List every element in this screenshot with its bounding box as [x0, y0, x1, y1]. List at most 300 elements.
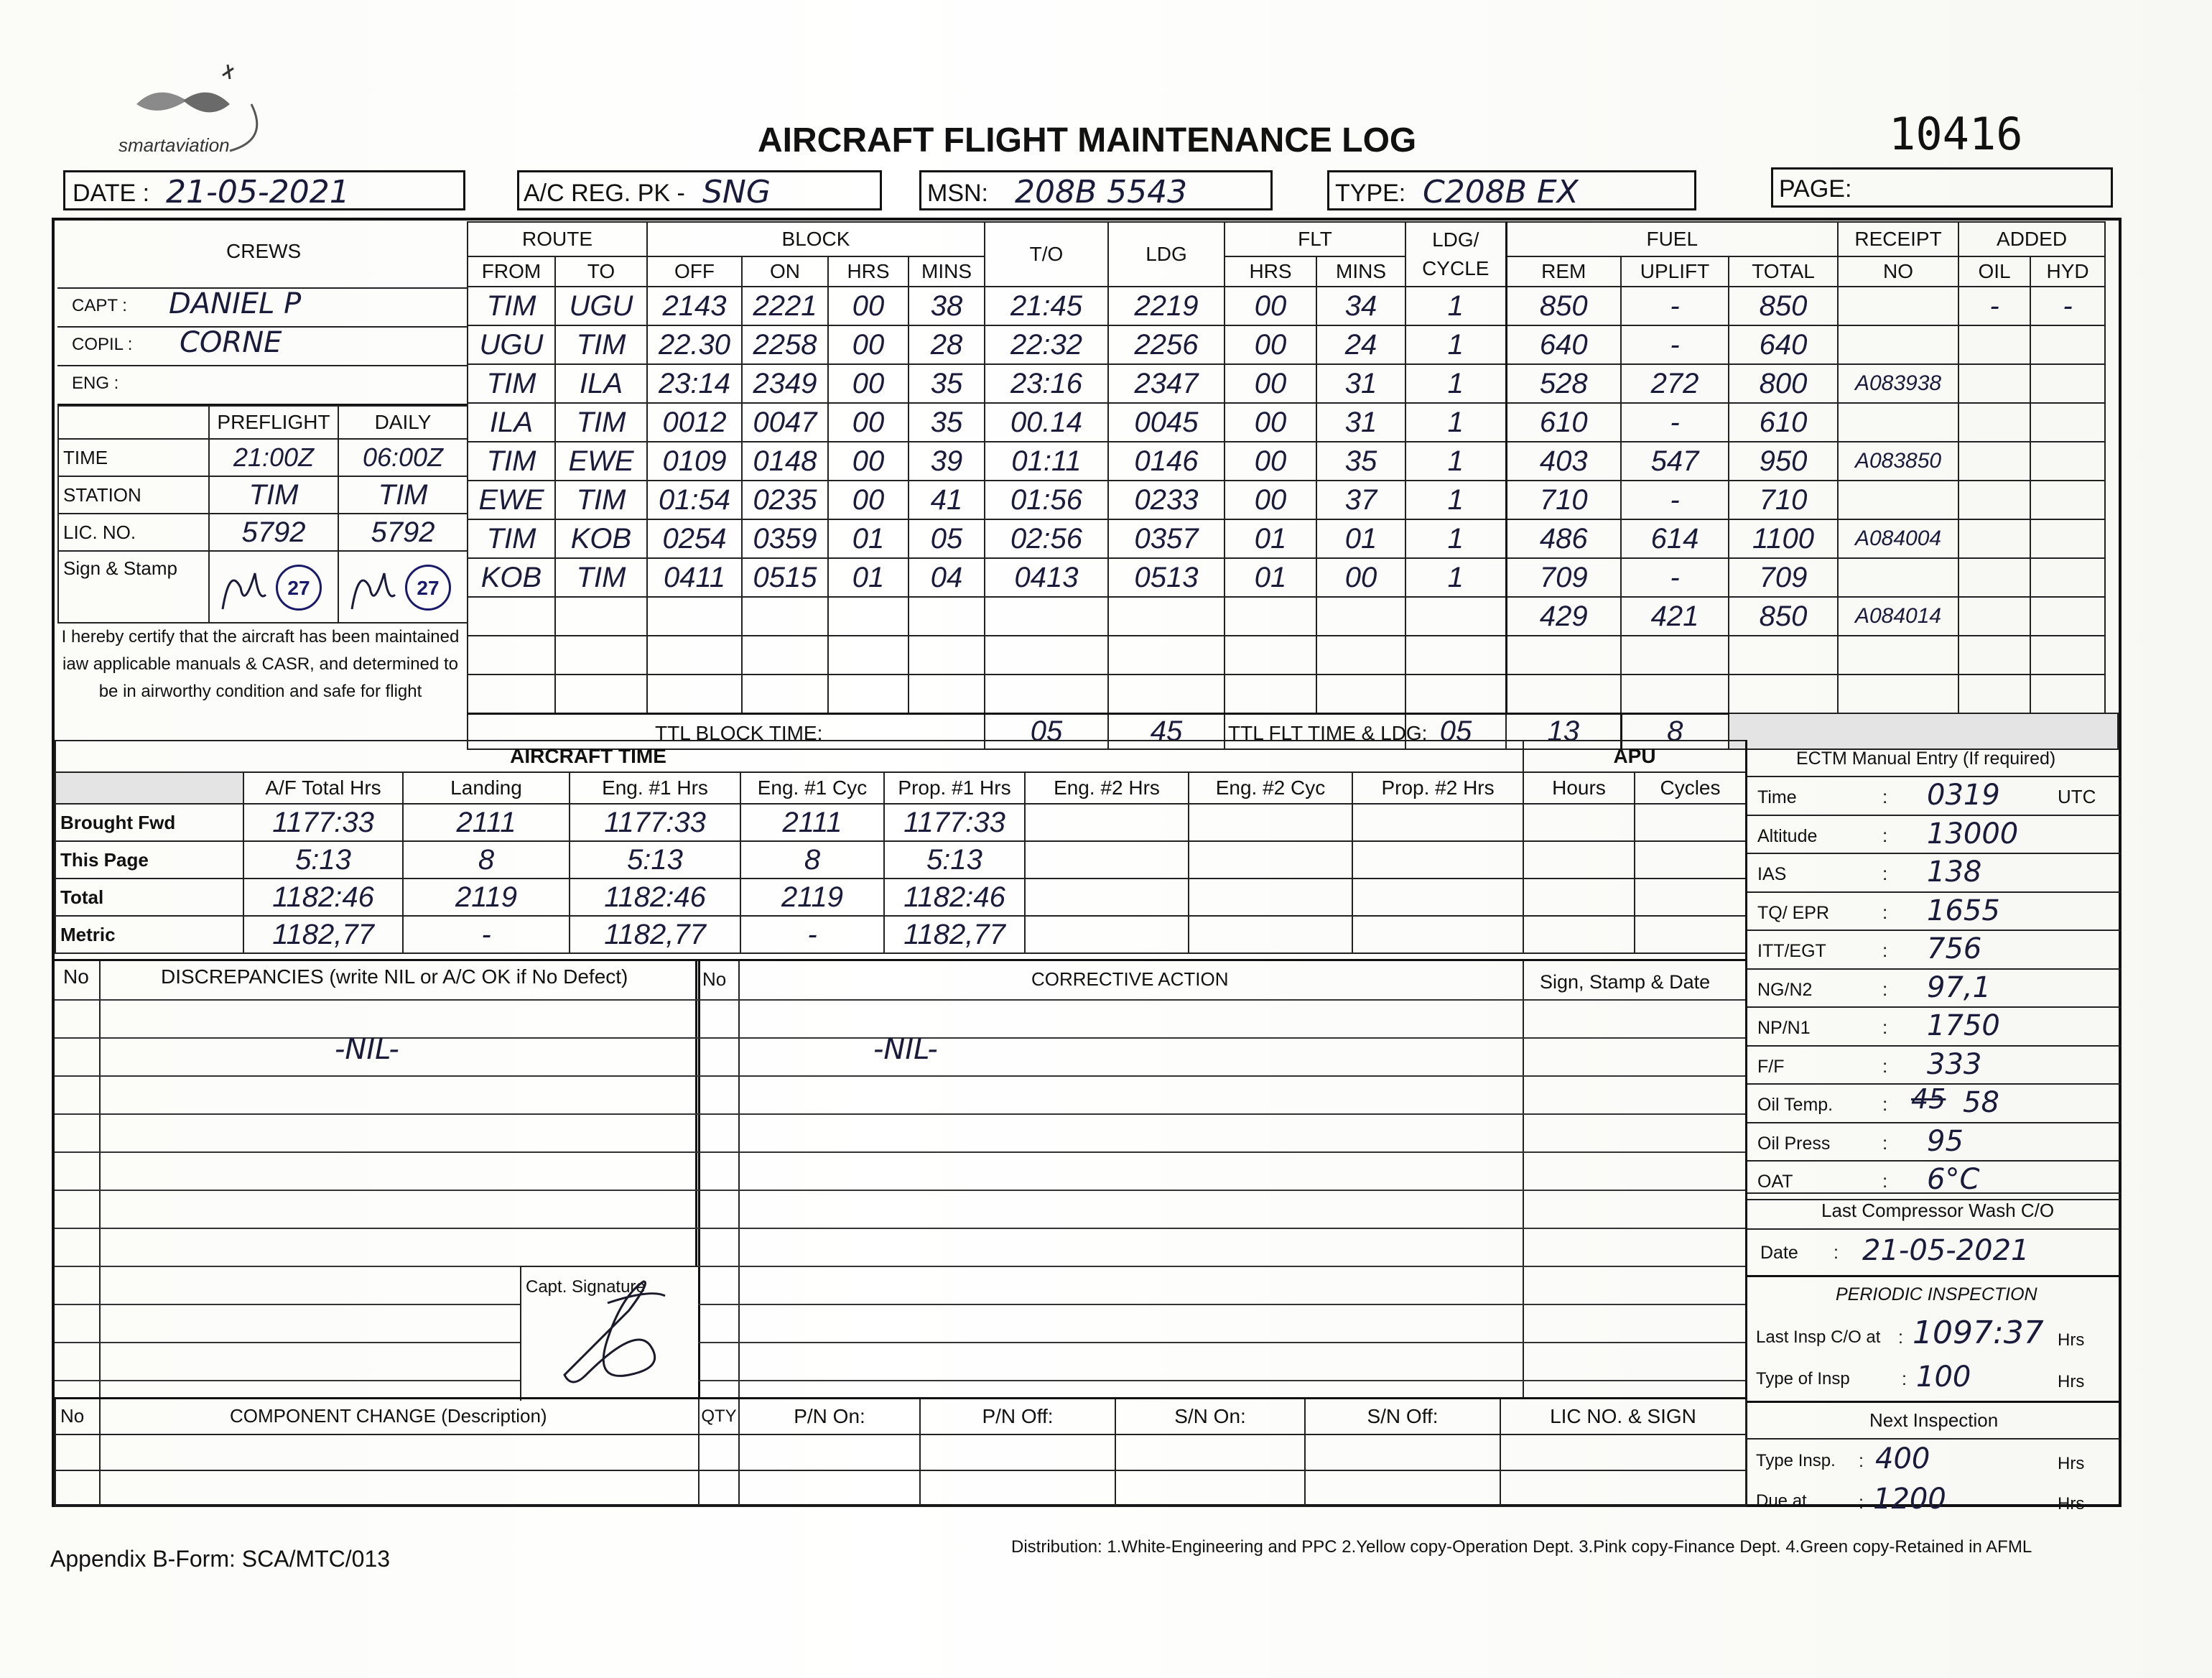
cell-receipt-no: A084004	[1838, 519, 1958, 558]
apu-hours-header: Hours	[1523, 772, 1635, 804]
cell-fuel-rem	[1506, 675, 1621, 713]
comp-sn-off: S/N Off:	[1305, 1399, 1500, 1434]
cell-receipt-no	[1838, 403, 1958, 442]
colon: :	[1898, 1327, 1903, 1348]
ca-no-label: No	[702, 968, 727, 990]
cell-fuel-rem: 850	[1506, 287, 1621, 325]
cell-fuel-total	[1729, 636, 1838, 675]
receipt-header: RECEIPT	[1838, 222, 1958, 256]
disc-no-label: No	[63, 965, 89, 988]
cell-landing: 0357	[1108, 519, 1224, 558]
aircraft-time-value: 8	[403, 841, 570, 879]
apu-cell	[1523, 804, 1635, 841]
comp-cell	[1115, 1470, 1305, 1506]
type-field	[1327, 170, 1696, 210]
apu-heading: APU	[1523, 741, 1746, 772]
cell-fuel-rem: 610	[1506, 403, 1621, 442]
comp-cell	[920, 1470, 1115, 1506]
ttl-flt-mins: 13	[1547, 715, 1580, 747]
aircraft-time-row-label: Metric	[55, 916, 243, 953]
next-type-label: Type Insp.	[1756, 1451, 1836, 1470]
flight-row	[468, 675, 2118, 713]
colon: :	[1882, 1131, 1888, 1154]
cell-block-mins: 39	[908, 442, 985, 481]
crew-blank-cell	[58, 406, 209, 439]
colon: :	[1882, 1054, 1888, 1077]
ectm-value: 97,1	[1927, 970, 1992, 1004]
cell-oil-added	[1958, 364, 2030, 403]
type-value: C208B EX	[1423, 174, 1579, 210]
preflight-header: PREFLIGHT	[209, 406, 338, 439]
ttl-ldg: 8	[1667, 715, 1683, 747]
ectm-label: NP/N1	[1757, 1018, 1811, 1038]
cell-flt-mins: 34	[1316, 287, 1405, 325]
cell-block-off: 0411	[647, 558, 742, 597]
ruled-line	[55, 1190, 1745, 1191]
cell-hyd-added	[2030, 364, 2105, 403]
capt-signature-box	[520, 1266, 698, 1401]
cell-from	[468, 675, 555, 713]
ttl-flt-hrs: 05	[1439, 715, 1472, 747]
cell-ldg-cycle: 1	[1405, 519, 1506, 558]
cell-receipt-no	[1838, 287, 1958, 325]
cell-flt-mins: 31	[1316, 364, 1405, 403]
cell-block-mins	[908, 675, 985, 713]
aircraft-time-value: 1182,77	[243, 916, 403, 953]
ectm-label: TQ/ EPR	[1757, 902, 1830, 923]
utc-label: UTC	[2058, 786, 2096, 807]
added-header: ADDED	[1958, 222, 2105, 256]
ectm-row	[1747, 970, 2121, 1009]
cell-fuel-uplift: -	[1621, 481, 1729, 519]
station-preflight: TIM	[209, 476, 338, 514]
flt-mins-header: MINS	[1316, 256, 1405, 287]
comp-sn-on: S/N On:	[1115, 1399, 1305, 1434]
date-label: DATE :	[73, 180, 150, 207]
cell-oil-added	[1958, 519, 2030, 558]
cell-flt-hrs: 00	[1224, 325, 1316, 364]
comp-cell	[739, 1470, 920, 1506]
ldg-header: LDG	[1108, 222, 1224, 287]
page-field	[1771, 167, 2113, 208]
colon: :	[1882, 901, 1888, 923]
cell-block-off: 0012	[647, 403, 742, 442]
ca-entry: -NIL-	[873, 1033, 938, 1066]
aircraft-time-value	[1189, 916, 1352, 953]
comp-cell	[100, 1434, 699, 1470]
ectm-value: 95	[1927, 1124, 1964, 1158]
cell-block-hrs	[828, 675, 908, 713]
cell-landing: 0513	[1108, 558, 1224, 597]
cell-landing: 0146	[1108, 442, 1224, 481]
cell-flt-hrs	[1224, 675, 1316, 713]
cell-ldg-cycle	[1405, 675, 1506, 713]
cell-fuel-uplift: -	[1621, 325, 1729, 364]
aircraft-time-value: 8	[740, 841, 884, 879]
cell-takeoff: 02:56	[985, 519, 1108, 558]
aircraft-time-value	[1025, 879, 1189, 916]
cell-block-on: 2221	[742, 287, 828, 325]
aircraft-time-value: 1177:33	[570, 804, 740, 841]
cell-ldg-cycle	[1405, 597, 1506, 636]
compressor-date-value: 21-05-2021	[1862, 1234, 2030, 1267]
cell-flt-mins	[1316, 597, 1405, 636]
eng-label: ENG :	[72, 374, 119, 393]
colon: :	[1882, 863, 1888, 884]
cell-landing: 2219	[1108, 287, 1224, 325]
cell-ldg-cycle: 1	[1405, 481, 1506, 519]
cell-fuel-total: 800	[1729, 364, 1838, 403]
cell-takeoff: 23:16	[985, 364, 1108, 403]
reg-value: SNG	[702, 174, 771, 210]
cell-oil-added	[1958, 442, 2030, 481]
compressor-date-label: Date	[1760, 1243, 1798, 1263]
colon: :	[1882, 824, 1888, 846]
cell-ldg-cycle: 1	[1405, 364, 1506, 403]
cell-block-on: 0359	[742, 519, 828, 558]
cell-block-hrs: 01	[828, 558, 908, 597]
smart-aviation-logo	[115, 61, 280, 162]
cell-block-on	[742, 597, 828, 636]
type-insp-label: Type of Insp	[1756, 1369, 1850, 1389]
type-insp-value: 100	[1916, 1361, 1971, 1394]
comp-lic: LIC NO. & SIGN	[1500, 1399, 1746, 1434]
cell-hyd-added	[2030, 675, 2105, 713]
colon: :	[1882, 978, 1888, 1000]
cell-to	[555, 636, 647, 675]
cell-oil-added	[1958, 481, 2030, 519]
cell-fuel-uplift: 272	[1621, 364, 1729, 403]
cell-landing	[1108, 675, 1224, 713]
cell-block-mins: 28	[908, 325, 985, 364]
at-col-af: A/F Total Hrs	[243, 772, 403, 804]
crews-heading: CREWS	[226, 240, 302, 262]
ruled-line	[55, 1342, 1745, 1343]
cell-fuel-total	[1729, 675, 1838, 713]
ectm-row	[1747, 893, 2121, 932]
flight-row	[468, 636, 2118, 675]
cell-ldg-cycle: 1	[1405, 403, 1506, 442]
next-type-value: 400	[1875, 1442, 1930, 1475]
periodic-heading: PERIODIC INSPECTION	[1836, 1284, 2037, 1304]
cell-landing	[1108, 597, 1224, 636]
certify-text: I hereby certify that the aircraft has been maintained iaw applicable manuals & CASR, and determined to be in airworthy condition and safe for flight	[61, 627, 460, 701]
cell-fuel-total: 850	[1729, 287, 1838, 325]
aircraft-time-table	[55, 740, 1524, 954]
route-header: ROUTE	[468, 222, 647, 256]
cell-oil-added	[1958, 597, 2030, 636]
ectm-panel	[1745, 740, 2121, 1516]
aircraft-time-value: -	[403, 916, 570, 953]
time-preflight: 21:00Z	[209, 439, 338, 476]
cell-block-mins: 35	[908, 403, 985, 442]
receipt-no-header: NO	[1838, 256, 1958, 287]
aircraft-time-rows	[55, 804, 1523, 953]
cell-block-on: 0235	[742, 481, 828, 519]
cell-takeoff: 21:45	[985, 287, 1108, 325]
cell-landing: 0233	[1108, 481, 1224, 519]
cell-oil-added: -	[1958, 287, 2030, 325]
cell-block-off: 01:54	[647, 481, 742, 519]
distribution-note: Distribution: 1.White-Engineering and PPC 2.Yellow copy-Operation Dept. 3.Pink copy-Finance Dept. 4.Green copy-Retained in AFML	[1011, 1537, 2032, 1557]
comp-cell	[699, 1434, 739, 1470]
aircraft-time-value: 5:13	[884, 841, 1025, 879]
aircraft-time-value: 2119	[403, 879, 570, 916]
ruled-line	[55, 1266, 1745, 1267]
aircraft-time-value	[1025, 804, 1189, 841]
cell-from: TIM	[468, 442, 555, 481]
ectm-row	[1747, 931, 2121, 970]
cell-fuel-rem: 640	[1506, 325, 1621, 364]
at-col-landing: Landing	[403, 772, 570, 804]
comp-cell	[1500, 1470, 1746, 1506]
apu-cell	[1635, 879, 1746, 916]
compressor-heading: Last Compressor Wash C/O	[1821, 1200, 2055, 1221]
cell-hyd-added	[2030, 558, 2105, 597]
cell-from	[468, 597, 555, 636]
cell-block-off: 23:14	[647, 364, 742, 403]
cell-takeoff: 0413	[985, 558, 1108, 597]
cell-from: TIM	[468, 519, 555, 558]
aircraft-time-value: 2111	[740, 804, 884, 841]
apu-cell	[1523, 841, 1635, 879]
cell-block-on: 0047	[742, 403, 828, 442]
flight-row	[468, 481, 2118, 519]
cell-block-off: 22.30	[647, 325, 742, 364]
cell-oil-added	[1958, 558, 2030, 597]
page-label: PAGE:	[1779, 175, 1852, 203]
colon: :	[1859, 1451, 1864, 1471]
cell-flt-hrs: 00	[1224, 364, 1316, 403]
cell-oil-added	[1958, 325, 2030, 364]
cell-fuel-total: 610	[1729, 403, 1838, 442]
cell-from: UGU	[468, 325, 555, 364]
aircraft-time-value: 1182,77	[570, 916, 740, 953]
reg-field	[517, 170, 882, 210]
signature-icon	[345, 559, 402, 616]
cell-block-off: 2143	[647, 287, 742, 325]
cell-fuel-uplift	[1621, 636, 1729, 675]
aircraft-time-value: 1182:46	[884, 879, 1025, 916]
comp-pn-on: P/N On:	[739, 1399, 920, 1434]
ruled-line	[55, 999, 1745, 1001]
cell-flt-mins: 35	[1316, 442, 1405, 481]
cell-receipt-no: A083850	[1838, 442, 1958, 481]
rem-header: REM	[1506, 256, 1621, 287]
flight-row	[468, 558, 2118, 597]
ruled-line	[55, 1228, 1745, 1229]
ectm-value: 756	[1927, 932, 1982, 965]
ectm-value: 1655	[1927, 894, 2000, 927]
cell-block-hrs: 00	[828, 364, 908, 403]
component-table	[55, 1397, 1747, 1507]
capt-name: DANIEL P	[169, 287, 302, 320]
ruled-line	[55, 1380, 1745, 1381]
comp-heading: COMPONENT CHANGE (Description)	[100, 1399, 699, 1434]
ruled-line	[55, 1113, 1745, 1115]
aircraft-time-heading: AIRCRAFT TIME	[55, 741, 1523, 772]
colon: :	[1882, 1093, 1888, 1115]
cell-fuel-rem: 486	[1506, 519, 1621, 558]
msn-field	[919, 170, 1273, 210]
cell-landing: 2347	[1108, 364, 1224, 403]
comp-cell	[1305, 1434, 1500, 1470]
type-label: TYPE:	[1335, 180, 1406, 207]
cell-fuel-uplift: -	[1621, 287, 1729, 325]
ttl-block-label: TTL BLOCK TIME:	[655, 721, 823, 744]
engineer-stamp: 27	[276, 565, 322, 611]
block-hrs-header: HRS	[828, 256, 908, 287]
aircraft-time-value: 1177:33	[884, 804, 1025, 841]
cell-takeoff: 01:11	[985, 442, 1108, 481]
ectm-label: Oil Temp.	[1757, 1095, 1834, 1115]
cell-takeoff: 01:56	[985, 481, 1108, 519]
capt-label: CAPT :	[72, 296, 127, 315]
next-type-hrs: Hrs	[2058, 1454, 2085, 1473]
sign-label: Sign & Stamp	[58, 551, 209, 623]
colon: :	[1859, 1493, 1864, 1513]
cell-fuel-total: 710	[1729, 481, 1838, 519]
cell-receipt-no	[1838, 325, 1958, 364]
comp-pn-off: P/N Off:	[920, 1399, 1115, 1434]
ruled-line	[55, 1075, 1745, 1077]
comp-cell	[920, 1434, 1115, 1470]
at-corner	[55, 772, 243, 804]
cell-receipt-no	[1838, 481, 1958, 519]
apu-cell	[1635, 804, 1746, 841]
apu-cell	[1635, 916, 1746, 953]
flight-row	[468, 597, 2118, 636]
cell-flt-hrs: 00	[1224, 442, 1316, 481]
cell-takeoff: 22:32	[985, 325, 1108, 364]
cell-fuel-uplift: 547	[1621, 442, 1729, 481]
at-col-eng1-cyc: Eng. #1 Cyc	[740, 772, 884, 804]
cell-hyd-added	[2030, 597, 2105, 636]
cell-hyd-added	[2030, 519, 2105, 558]
captain-signature-icon	[521, 1267, 694, 1396]
aircraft-time-value	[1189, 879, 1352, 916]
cell-block-on: 2349	[742, 364, 828, 403]
cell-fuel-rem: 528	[1506, 364, 1621, 403]
msn-value: 208B 5543	[1015, 174, 1188, 210]
capt-signature-label: Capt. Signature	[526, 1277, 646, 1297]
cell-flt-mins	[1316, 675, 1405, 713]
ectm-value: 13000	[1927, 817, 2019, 850]
comp-cell	[699, 1470, 739, 1506]
aircraft-time-value	[1189, 841, 1352, 879]
cell-fuel-total: 850	[1729, 597, 1838, 636]
date-value: 21-05-2021	[166, 174, 350, 210]
station-label: STATION	[58, 476, 209, 514]
disc-heading: DISCREPANCIES (write NIL or A/C OK if No Defect)	[161, 965, 628, 988]
logo-text: smartaviation	[118, 134, 230, 156]
cell-to: KOB	[555, 519, 647, 558]
cell-takeoff	[985, 597, 1108, 636]
cell-flt-mins	[1316, 636, 1405, 675]
engineer-stamp: 27	[405, 565, 451, 611]
cell-fuel-total: 950	[1729, 442, 1838, 481]
apu-table	[1523, 740, 1747, 954]
ca-heading: CORRECTIVE ACTION	[1031, 968, 1229, 990]
cell-ldg-cycle: 1	[1405, 287, 1506, 325]
cell-block-mins: 38	[908, 287, 985, 325]
signature-icon	[215, 559, 273, 616]
ectm-value: 333	[1927, 1047, 1982, 1081]
cell-takeoff: 00.14	[985, 403, 1108, 442]
cell-receipt-no	[1838, 636, 1958, 675]
comp-cell	[55, 1434, 100, 1470]
cell-block-mins: 41	[908, 481, 985, 519]
cell-landing: 2256	[1108, 325, 1224, 364]
cell-flt-hrs: 00	[1224, 287, 1316, 325]
cell-from	[468, 636, 555, 675]
cell-fuel-rem	[1506, 636, 1621, 675]
next-insp-heading: Next Inspection	[1869, 1409, 1999, 1431]
aircraft-time-row-label: Total	[55, 879, 243, 916]
cell-fuel-rem: 429	[1506, 597, 1621, 636]
reg-label: A/C REG. PK -	[524, 180, 685, 207]
cell-to	[555, 675, 647, 713]
time-daily: 06:00Z	[338, 439, 468, 476]
due-hrs: Hrs	[2058, 1494, 2085, 1514]
apu-cell	[1523, 916, 1635, 953]
crew-detail-table	[57, 405, 468, 624]
lic-preflight: 5792	[209, 514, 338, 551]
ectm-value: 58	[1963, 1086, 1999, 1119]
cell-to: TIM	[555, 481, 647, 519]
cell-block-mins	[908, 636, 985, 675]
aircraft-time-row	[55, 841, 1523, 879]
cell-block-hrs: 00	[828, 403, 908, 442]
apu-cell	[1635, 841, 1746, 879]
cell-takeoff	[985, 675, 1108, 713]
daily-header: DAILY	[338, 406, 468, 439]
at-col-eng2-cyc: Eng. #2 Cyc	[1189, 772, 1352, 804]
cell-block-off	[647, 636, 742, 675]
cell-hyd-added	[2030, 403, 2105, 442]
aircraft-time-value: 5:13	[243, 841, 403, 879]
cell-block-mins: 05	[908, 519, 985, 558]
cell-landing	[1108, 636, 1224, 675]
ectm-label: NG/N2	[1757, 979, 1813, 1000]
colon: :	[1834, 1243, 1839, 1263]
page-title: AIRCRAFT FLIGHT MAINTENANCE LOG	[758, 121, 1417, 159]
uplift-header: UPLIFT	[1621, 256, 1729, 287]
colon: :	[1882, 940, 1888, 961]
aircraft-time-value	[1189, 804, 1352, 841]
cell-oil-added	[1958, 636, 2030, 675]
preflight-sign-cell	[209, 551, 338, 623]
aircraft-time-value: 1182:46	[243, 879, 403, 916]
aircraft-time-value	[1025, 916, 1189, 953]
cell-from: TIM	[468, 287, 555, 325]
cell-flt-hrs	[1224, 597, 1316, 636]
cell-flt-mins: 24	[1316, 325, 1405, 364]
total-header: TOTAL	[1729, 256, 1838, 287]
cell-block-off: 0109	[647, 442, 742, 481]
aircraft-time-value	[1352, 841, 1523, 879]
ectm-row	[1747, 816, 2121, 855]
last-insp-label: Last Insp C/O at	[1756, 1327, 1881, 1347]
flight-rows	[468, 287, 2118, 713]
aircraft-time-row	[55, 804, 1523, 841]
cell-oil-added	[1958, 675, 2030, 713]
sign-stamp-date-heading: Sign, Stamp & Date	[1540, 971, 1711, 993]
last-insp-hrs: Hrs	[2058, 1330, 2085, 1350]
aircraft-time-row	[55, 916, 1523, 953]
apu-cell	[1523, 879, 1635, 916]
to-header: T/O	[985, 222, 1108, 287]
